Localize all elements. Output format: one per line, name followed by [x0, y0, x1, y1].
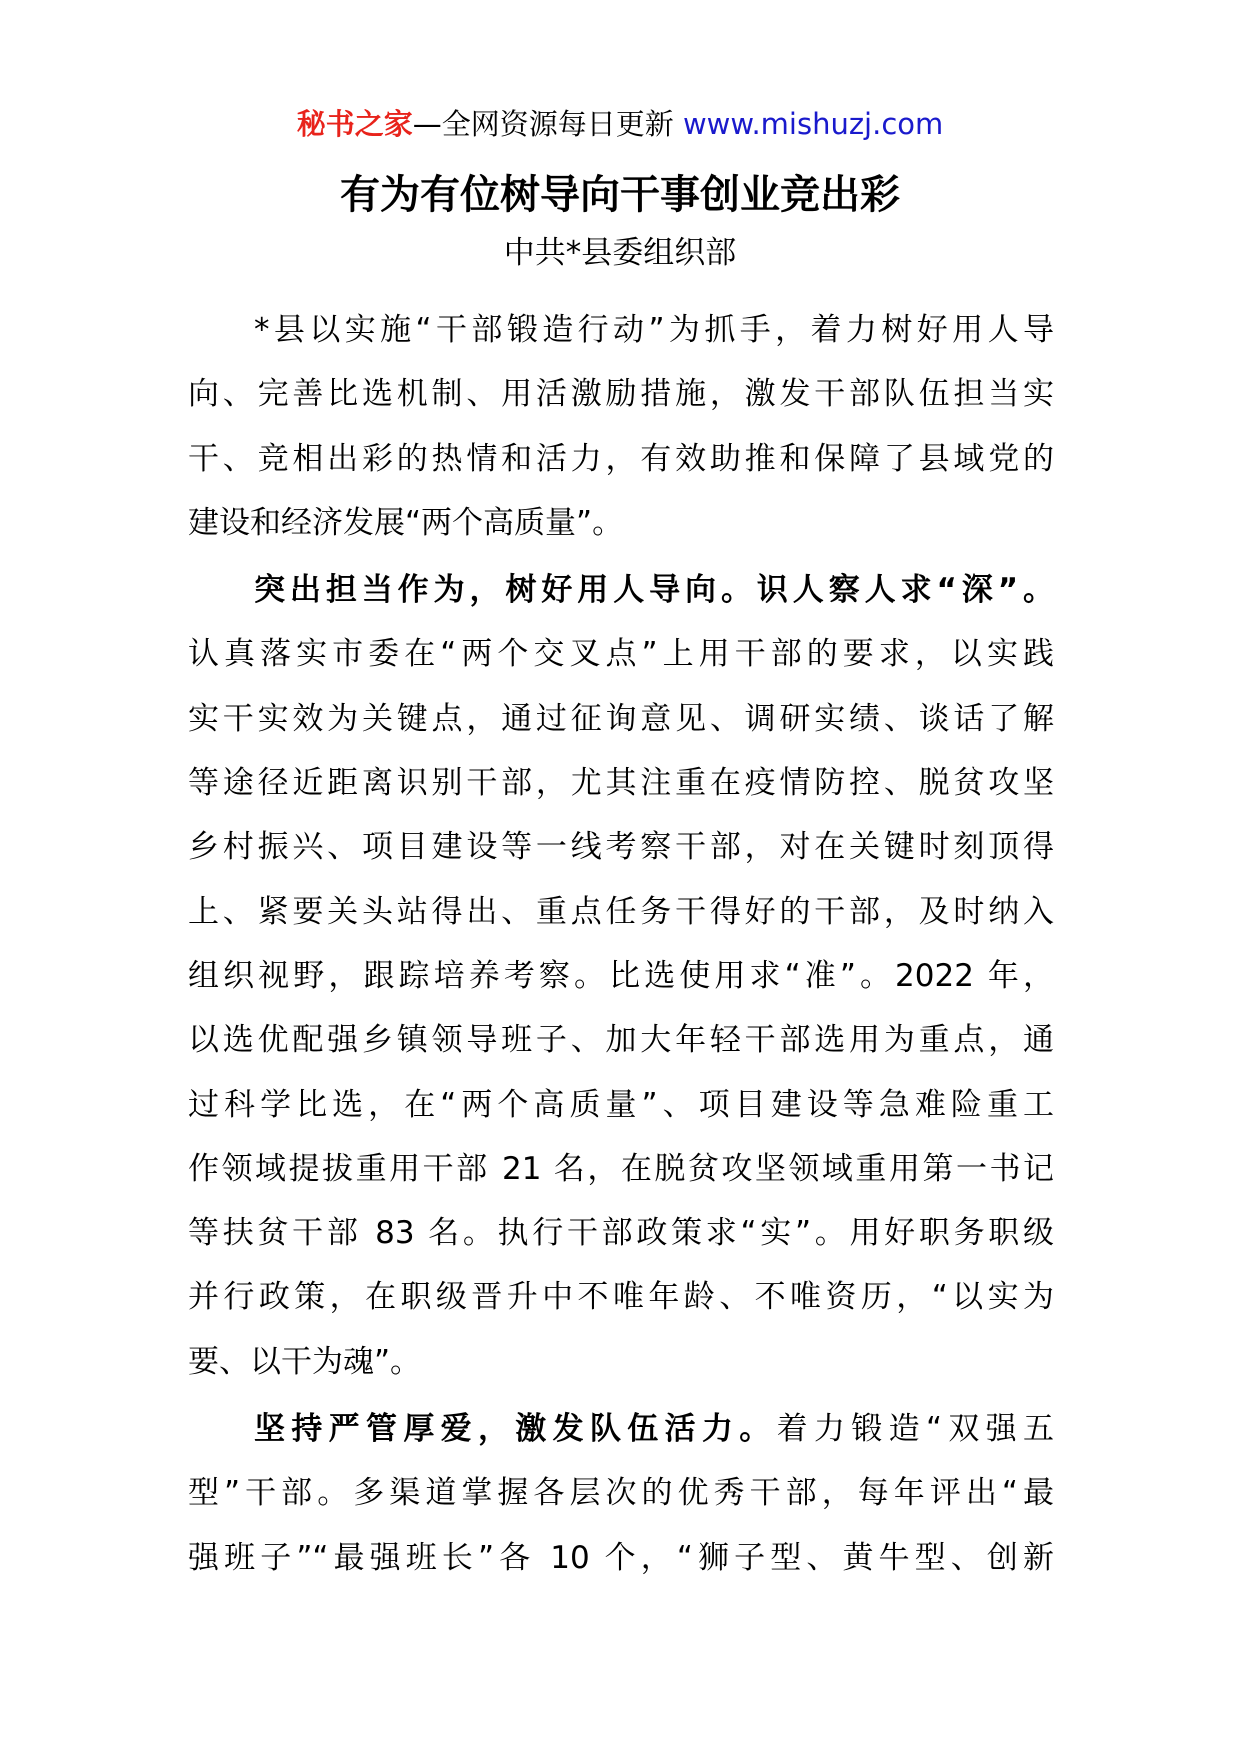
- paragraph-line: 等途径近距离识别干部，尤其注重在疫情防控、脱贫攻坚: [188, 765, 1054, 802]
- paragraph-line: 认真落实市委在“两个交叉点”上用干部的要求，以实践: [188, 636, 1054, 673]
- site-url[interactable]: www.mishuzj.com: [682, 107, 944, 141]
- paragraph-line: 乡村振兴、项目建设等一线考察干部，对在关键时刻顶得: [188, 829, 1054, 866]
- paragraph-line: 上、紧要关头站得出、重点任务干得好的干部，及时纳入: [188, 893, 1054, 930]
- document-author: 中共*县委组织部: [503, 235, 737, 271]
- paragraph-line: 等扶贫干部 83 名。执行干部政策求“实”。用好职务职级: [188, 1215, 1054, 1252]
- paragraph-line: [188, 1397, 1054, 1461]
- paragraph-text: 着力锻造“双强五: [776, 1411, 1054, 1448]
- brand-name: 秘书之家: [296, 107, 413, 141]
- paragraph-line: 干、竞相出彩的热情和活力，有效助推和保障了县域党的: [188, 440, 1054, 477]
- paragraph-line: *县以实施“干部锻造行动”为抓手，着力树好用人导: [254, 312, 1054, 348]
- document-title: 有为有位树导向干事创业竞出彩: [340, 172, 900, 218]
- paragraph-line: 型”干部。多渠道掌握各层次的优秀干部，每年评出“最: [188, 1475, 1054, 1512]
- header-tagline: —全网资源每日更新: [412, 107, 674, 141]
- paragraph-line: 作领域提拔重用干部 21 名，在脱贫攻坚领域重用第一书记: [188, 1150, 1054, 1187]
- paragraph-line: 并行政策，在职级晋升中不唯年龄、不唯资历，“以实为: [188, 1279, 1054, 1316]
- paragraph-line: 以选优配强乡镇领导班子、加大年轻干部选用为重点，通: [188, 1022, 1054, 1059]
- paragraph-line: 强班子”“最强班长”各 10 个，“狮子型、黄牛型、创新: [188, 1539, 1054, 1576]
- document-body: [188, 298, 1054, 1590]
- paragraph-line: 过科学比选，在“两个高质量”、项目建设等急难险重工: [188, 1086, 1054, 1123]
- paragraph-line: 组织视野，跟踪培养考察。比选使用求“准”。2022 年，: [188, 957, 1054, 994]
- site-header: [0, 100, 1240, 148]
- section-heading: 坚持严管厚爱，激发队伍活力。: [254, 1411, 777, 1448]
- paragraph-line: 建设和经济发展“两个高质量”。: [188, 504, 624, 541]
- paragraph-line: 向、完善比选机制、用活激励措施，激发干部队伍担当实: [188, 376, 1054, 413]
- paragraph-line: 要、以干为魂”。: [188, 1343, 422, 1380]
- section-heading: 突出担当作为，树好用人导向。识人察人求“深”。: [254, 572, 1054, 609]
- paragraph-line: 实干实效为关键点，通过征询意见、调研实绩、谈话了解: [188, 700, 1054, 737]
